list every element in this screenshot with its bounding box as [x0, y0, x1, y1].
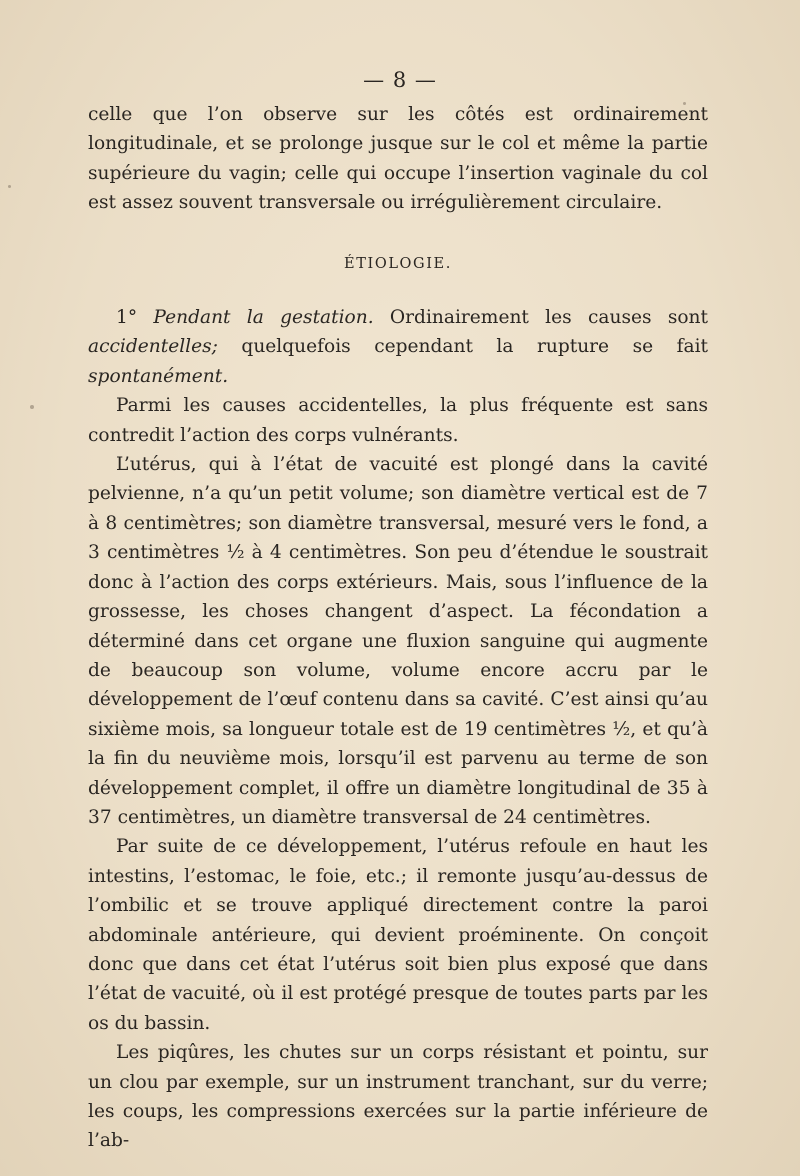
paragraph-gestation — [88, 303, 708, 391]
paragraph-injuries: Les piqûres, les chutes sur un corps résistant et pointu, sur un clou par exemple, sur un instrument tranchant, sur du verre; les coups, les compressions exercées sur la partie inférieure de l’ab- — [88, 1042, 708, 1152]
paper-speck — [30, 405, 34, 409]
paragraph-causes: Parmi les causes accidentelles, la plus fréquente est sans contredit l’action des corps vulnérants. — [88, 395, 708, 446]
section-heading: ÉTIOLOGIE. — [344, 255, 452, 272]
paragraph-development: Par suite de ce développement, l’utérus refoule en haut les intestins, l’estomac, le foie, etc.; il remonte jusqu’au-dessus de l’ombilic et se trouve appliqué directement contre la paroi abdominale antérieure, qui devient proéminente. On conçoit donc que dans cet état l’utérus soit bien plus exposé que dans l’état de vacuité, où il est protégé presque de toutes parts par les os du bassin. — [88, 836, 708, 1034]
subsection-title: Pendant la gestation. — [153, 307, 374, 329]
paper-speck — [8, 185, 11, 188]
paragraph-uterus: L’utérus, qui à l’état de vacuité est plongé dans la cavité pelvienne, n’a qu’un petit volume; son diamètre vertical est de 7 à 8 centimètres; son diamètre transversal, mesuré vers le fond, a 3 centimètres ½ à 4 centimètres. Son peu d’étendue le soustrait donc à l’action des corps extérieurs. Mais, sous l’influence de la grossesse, les choses changent d’aspect. La fécondation a déterminé dans cet organe une fluxion sanguine qui augmente de beaucoup son volume, volume encore accru par le développement de l’œuf contenu dans sa cavité. C’est ainsi qu’au sixième mois, sa longueur totale est de 19 centimètres ½, et qu’à la fin du neuvième mois, lorsqu’il est parvenu au terme de son développement complet, il offre un diamètre longitudinal de 35 à 37 centimètres, un diamètre transversal de 24 centimètres. — [88, 454, 708, 828]
item-number: 1° — [116, 307, 154, 329]
paragraph-continuation: celle que l’on observe sur les côtés est ordinairement longitudinale, et se prolonge jusque sur le col et même la partie supérieure du vagin; celle qui occupe l’insertion vaginale du col est assez souvent transversale ou irrégulièrement circulaire. — [88, 104, 708, 214]
body-text — [88, 100, 708, 1156]
emphasis: accidentelles; — [88, 336, 218, 358]
text-run: quelquefois cependant la rupture se fait — [217, 336, 708, 358]
page-number: — 8 — — [363, 68, 437, 92]
text-run: Ordinairement les causes sont — [373, 307, 709, 329]
emphasis: spontanément. — [88, 365, 229, 387]
